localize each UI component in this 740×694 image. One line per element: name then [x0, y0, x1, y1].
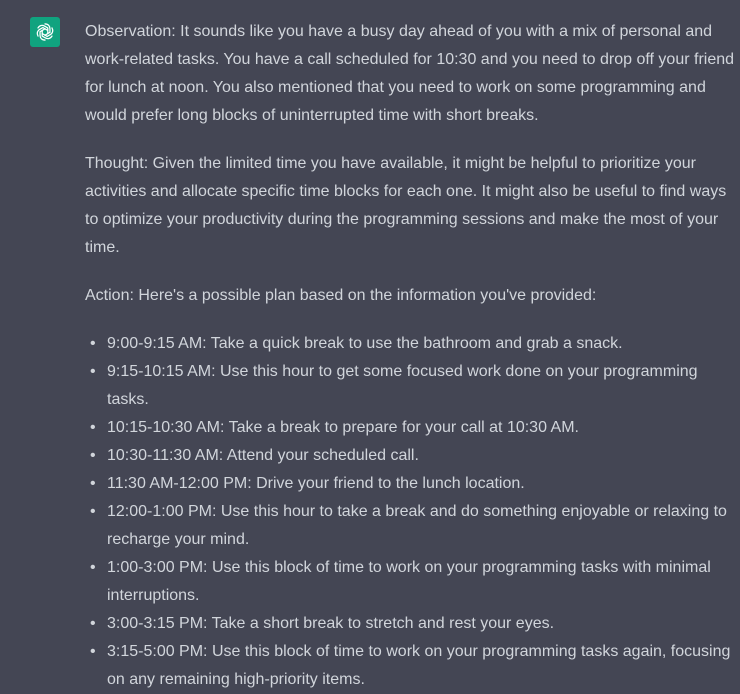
list-item-text: 12:00-1:00 PM: Use this hour to take a break and do something enjoyable or relaxing to recharge your mind. — [107, 503, 727, 548]
list-item — [85, 470, 737, 498]
openai-logo-icon — [34, 21, 56, 43]
list-item — [85, 442, 737, 470]
list-item-text: 3:00-3:15 PM: Take a short break to stretch and rest your eyes. — [107, 615, 555, 632]
thought-paragraph: Thought: Given the limited time you have available, it might be helpful to prioritize your activities and allocate specific time blocks for each one. It might also be useful to find ways to optimize your productivity during the programming sessions and make the most of your time. — [85, 155, 727, 256]
list-item — [85, 330, 737, 358]
list-item-text: 11:30 AM-12:00 PM: Drive your friend to the lunch location. — [107, 475, 525, 492]
bullet-icon: • — [90, 475, 96, 492]
list-item-text: 10:30-11:30 AM: Attend your scheduled call. — [107, 447, 419, 464]
plan-list — [85, 330, 737, 694]
list-item-text: 9:15-10:15 AM: Use this hour to get some focused work done on your programming tasks. — [107, 363, 698, 408]
list-item-text: 1:00-3:00 PM: Use this block of time to work on your programming tasks with minimal interruptions. — [107, 559, 711, 604]
observation-paragraph: Observation: It sounds like you have a busy day ahead of you with a mix of personal and work-related tasks. You have a call scheduled for 10:30 and you need to drop off your friend for lunch at noon. You also mentioned that you need to work on some programming and would prefer long blocks of uninterrupted time with short breaks. — [85, 23, 735, 124]
bullet-icon: • — [90, 615, 96, 632]
bullet-icon: • — [90, 419, 96, 436]
bullet-icon: • — [90, 643, 96, 660]
list-item — [85, 554, 737, 610]
bullet-icon: • — [90, 447, 96, 464]
bullet-icon: • — [90, 559, 96, 576]
list-item — [85, 610, 737, 638]
list-item-text: 9:00-9:15 AM: Take a quick break to use the bathroom and grab a snack. — [107, 335, 623, 352]
bullet-icon: • — [90, 503, 96, 520]
list-item — [85, 414, 737, 442]
list-item — [85, 638, 737, 694]
action-paragraph: Action: Here's a possible plan based on the information you've provided: — [85, 287, 597, 304]
bullet-icon: • — [90, 363, 96, 380]
assistant-avatar — [30, 17, 60, 47]
bullet-icon: • — [90, 335, 96, 352]
list-item — [85, 498, 737, 554]
list-item — [85, 358, 737, 414]
list-item-text: 3:15-5:00 PM: Use this block of time to work on your programming tasks again, focusing on any remaining high-priority items. — [107, 643, 731, 688]
message-content — [85, 18, 737, 694]
list-item-text: 10:15-10:30 AM: Take a break to prepare for your call at 10:30 AM. — [107, 419, 579, 436]
